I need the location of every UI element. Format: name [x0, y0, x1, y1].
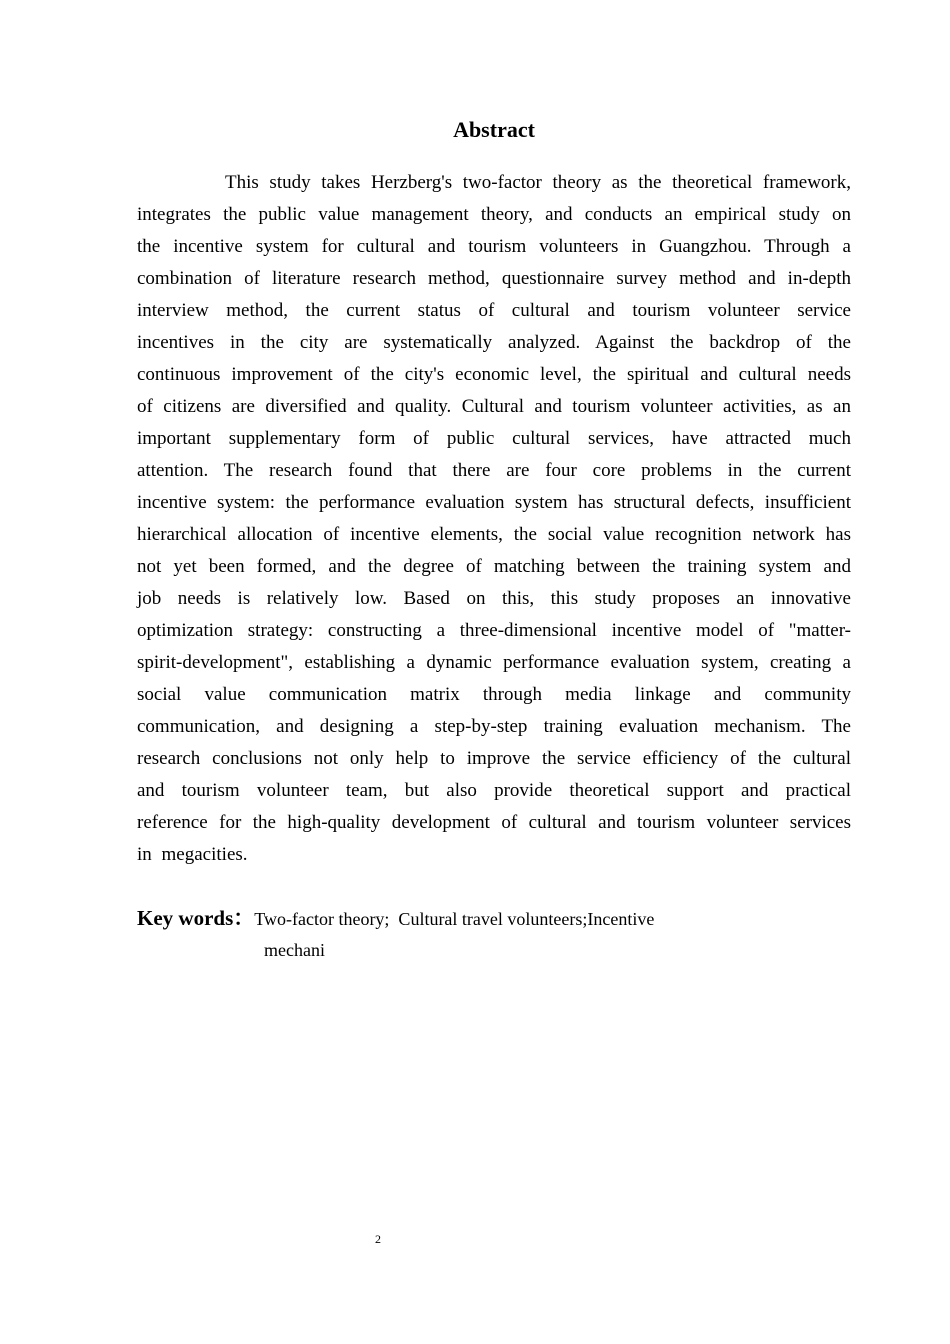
keywords-line1: Two-factor theory; Cultural travel volunteers;Incentive — [254, 909, 655, 929]
keywords-label: Key words： — [137, 906, 255, 930]
page-title: Abstract — [453, 117, 535, 142]
page-number: 2 — [375, 1232, 381, 1246]
keywords-line2: mechani — [264, 940, 325, 960]
abstract-paragraph: This study takes Herzberg's two-factor theory as the theoretical framework, integrates the public value management theory, and conducts an empirical study on the incentive system for cultural and tourism volunteers in Guangzhou. Through a combination of literature research method, questionnaire survey method and in-depth interview method, the current status of cultural and tourism volunteer service incentives in the city are systematically analyzed. Against the backdrop of the continuous improvement of the city's economic level, the spiritual and cultural needs of citizens are diversified and quality. Cultural and tourism volunteer activities, as an important supplementary form of public cultural services, have attracted much attention. The research found that there are four core problems in the current incentive system: the performance evaluation system has structural defects, insufficient hierarchical allocation of incentive elements, the social value recognition network has not yet been formed, and the degree of matching between the training system and job needs is relatively low. Based on this, this study proposes an innovative optimization strategy: constructing a three-dimensional incentive model of "matter-spirit-development", establishing a dynamic performance evaluation system, creating a social value communication matrix through media linkage and community communication, and designing a step-by-step training evaluation mechanism. The research conclusions not only help to improve the service efficiency of the cultural and tourism volunteer team, but also provide theoretical support and practical reference for the high-quality development of cultural and tourism volunteer services in megacities. — [137, 172, 851, 865]
keywords-section — [137, 903, 851, 966]
